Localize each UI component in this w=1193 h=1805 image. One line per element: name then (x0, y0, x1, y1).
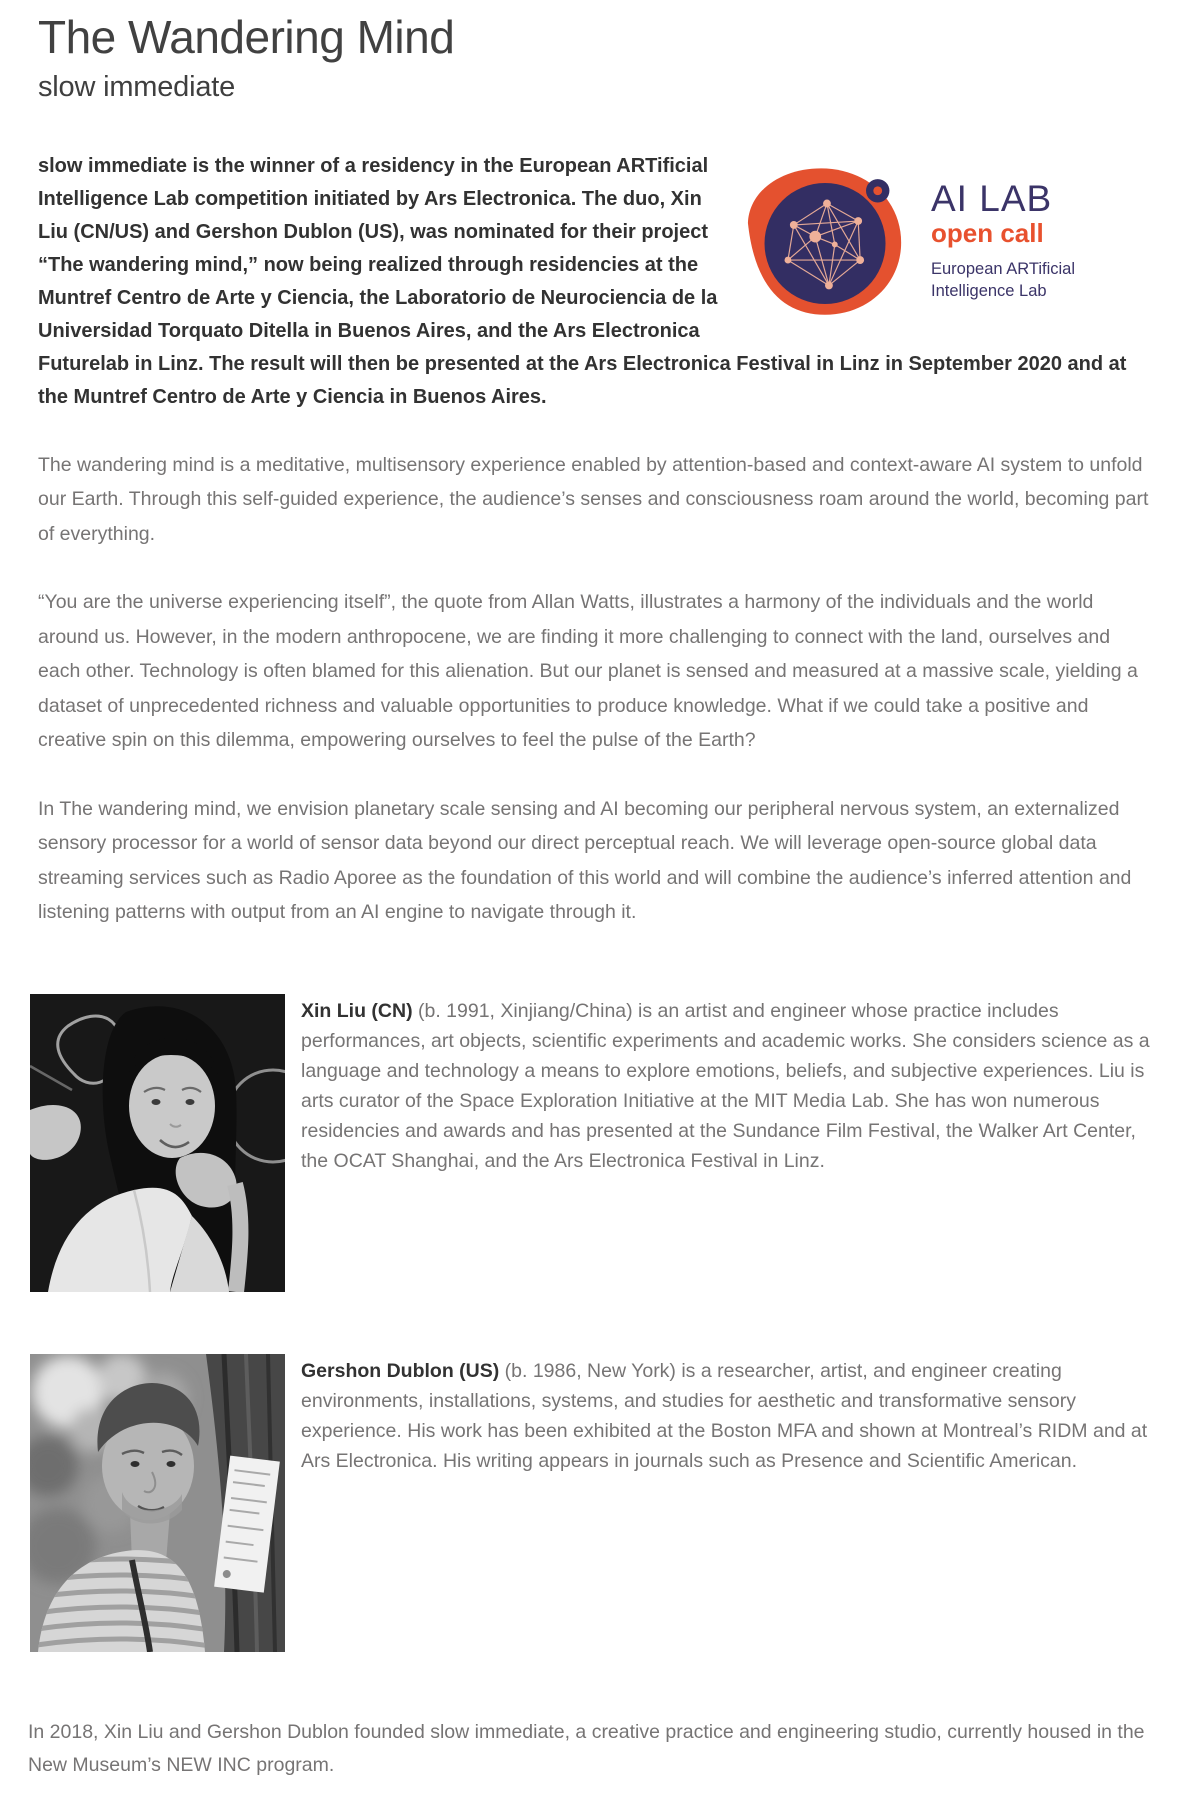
bio-name-gershon-dublon: Gershon Dublon (US) (301, 1359, 500, 1382)
bio-gershon-dublon (30, 1354, 1153, 1652)
logo-title: AI LAB (931, 177, 1053, 219)
intro-section (38, 150, 1153, 414)
page-title: The Wandering Mind (38, 11, 455, 63)
logo-subtitle: open call (931, 217, 1044, 248)
bio-body-gershon-dublon: (b. 1986, New York) is a researcher, artist, and engineer creating environments, installations, systems, and studies for aesthetic and transformative sensory experience. His work has been exhibited at the Boston MFA and shown at Montreal’s RIDM and at Ars Electronica. His writing appears in journals such as Presence and Scientific American. (301, 1359, 1148, 1472)
body-paragraph-3: In The wandering mind, we envision planetary scale sensing and AI becoming our peripheral nervous system, an externalized sensory processor for a world of sensor data beyond our direct perceptual reach. We will leverage open-source global data streaming services such as Radio Aporee as the foundation of this world and will combine the audience’s inferred attention and listening patterns with output from an AI engine to navigate through it. (38, 797, 1132, 924)
bio-text-gershon-dublon (301, 1356, 1153, 1652)
ai-lab-logo-text (931, 177, 1075, 303)
logo-org-line2: Intelligence Lab (931, 281, 1047, 300)
bio-name-xin-liu: Xin Liu (CN) (301, 999, 413, 1022)
page-subtitle: slow immediate (38, 70, 236, 103)
footer-paragraph: In 2018, Xin Liu and Gershon Dublon founded slow immediate, a creative practice and engineering studio, currently housed in the New Museum’s NEW INC program. (28, 1720, 1145, 1776)
body-paragraph-1: The wandering mind is a meditative, multisensory experience enabled by attention-based and context-aware AI system to unfold our Earth. Through this self-guided experience, the audience’s senses and consciousness roam around the world, becoming part of everything. (38, 453, 1149, 545)
bio-body-xin-liu: (b. 1991, Xinjiang/China) is an artist and engineer whose practice includes performances, art objects, scientific experiments and academic works. She considers science as a language and technology a means to explore emotions, beliefs, and subjective experiences. Liu is arts curator of the Space Exploration Initiative at the MIT Media Lab. She has won numerous residencies and awards and has presented at the Sundance Film Festival, the Walker Art Center, the OCAT Shanghai, and the Ars Electronica Festival in Linz. (301, 999, 1150, 1172)
bio-text-xin-liu (301, 996, 1153, 1292)
ai-lab-logo (745, 150, 1153, 346)
xin-liu-portrait-photo (30, 994, 285, 1292)
logo-org-line1: European ARTificial (931, 260, 1075, 279)
logo-org-name (931, 259, 1075, 303)
bio-xin-liu (30, 994, 1153, 1292)
body-paragraph-2: “You are the universe experiencing itself”, the quote from Allan Watts, illustrates a harmony of the individuals and the world around us. However, in the modern anthropocene, we are finding it more challenging to connect with the land, ourselves and each other. Technology is often blamed for this alienation. But our planet is sensed and measured at a massive scale, yielding a dataset of unprecedented richness and valuable opportunities to produce knowledge. What if we could take a positive and creative spin on this dilemma, empowering ourselves to feel the pulse of the Earth? (38, 591, 1138, 752)
gershon-dublon-portrait-photo (30, 1354, 285, 1652)
intro-paragraph: slow immediate is the winner of a residency in the European ARTificial Intelligence Lab competition initiated by Ars Electronica. The duo, Xin Liu (CN/US) and Gershon Dublon (US), was nominated for their project “The wandering mind,” now being realized through residencies at the Muntref Centro de Arte y Ciencia, the Laboratorio de Neurociencia de la Universidad Torquato Ditella in Buenos Aires, and the Ars Electronica Futurelab in Linz. The result will then be presented at the Ars Electronica Festival in Linz in September 2020 and at the Muntref Centro de Arte y Ciencia in Buenos Aires. (38, 154, 1127, 408)
network-nodes-icon (745, 164, 907, 321)
